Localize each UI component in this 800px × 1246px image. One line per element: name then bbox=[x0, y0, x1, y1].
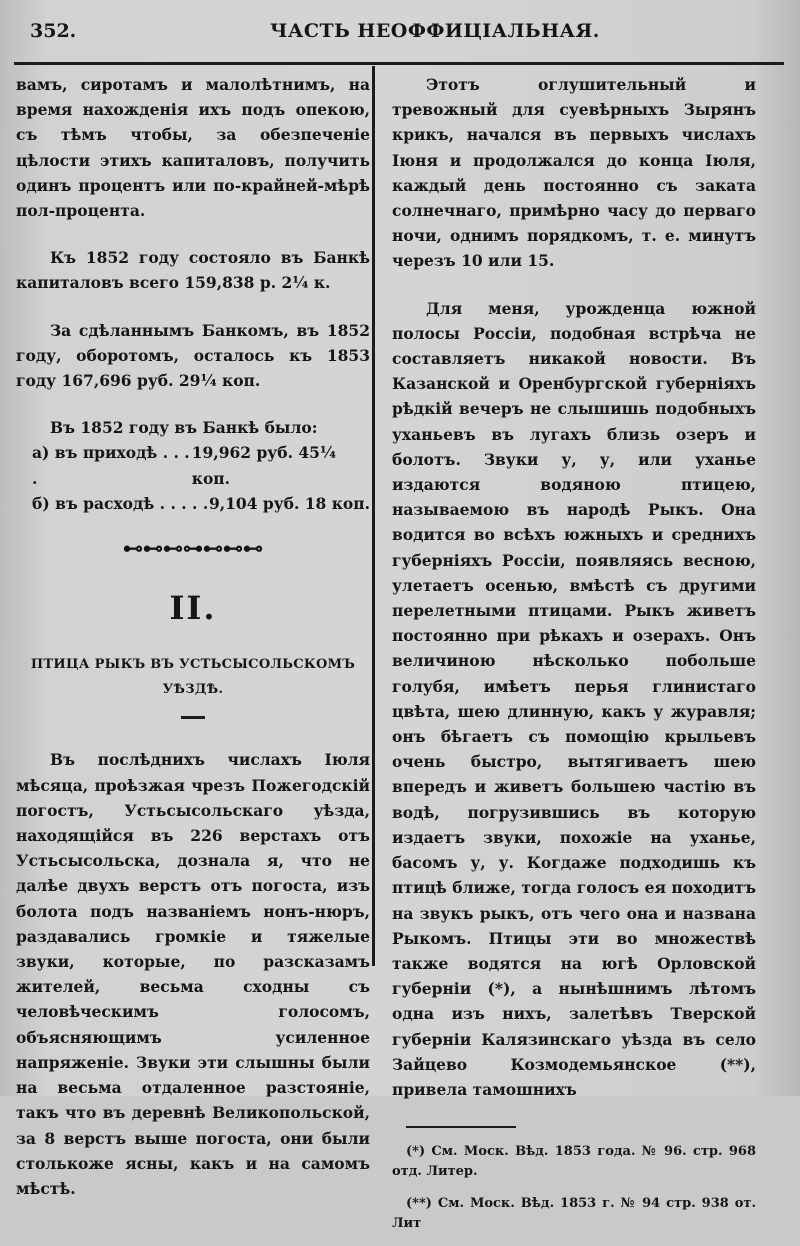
running-title: ЧАСТЬ НЕОФФИЦІАЛЬНАЯ. bbox=[270, 20, 600, 42]
page-header bbox=[0, 18, 800, 48]
paragraph-capital-1852: Къ 1852 году состояло въ Банкѣ капиталовъ всего 159,838 р. 2¼ к. bbox=[16, 248, 370, 293]
left-column bbox=[16, 72, 370, 1201]
title-dash bbox=[181, 716, 205, 719]
footnote-rule bbox=[406, 1126, 516, 1128]
expense-label: б) въ расходѣ . . . . . bbox=[32, 493, 209, 513]
header-rule bbox=[14, 62, 784, 65]
footnote-1: (*) См. Моск. Вѣд. 1853 года. № 96. стр. 968 отд. Литер. bbox=[392, 1144, 756, 1180]
paragraph-bank-balance-intro: Въ 1852 году въ Банкѣ было: bbox=[50, 418, 318, 438]
paragraph-ryk-intro: Въ послѣднихъ числахъ Іюля мѣсяца, проѣзжая чрезъ Пожегодскій погостъ, Устьсысольскаго уѣзда, находящійся въ 226 верстахъ отъ Устьсысольска, дознала я, что не далѣе двухъ верстъ отъ погоста, изъ болота подъ названіемъ нонъ-нюръ, раздавались громкіе и тяжелые звуки, которые, по разсказамъ жителей, весьма сходны съ человѣческимъ голосомъ, объясняющимъ усиленное напряженіе. Звуки эти слышны были на весьма отдаленное разстояніе, такъ что въ деревнѣ Великопольской, за 8 верстъ выше погоста, они были столькоже ясны, какъ и на самомъ мѣстѣ. bbox=[16, 750, 370, 1198]
paragraph-banks-continued: вамъ, сиротамъ и малолѣтнимъ, на время нахожденія ихъ подъ опекою, съ тѣмъ чтобы, за обезпеченіе цѣлости этихъ капиталовъ, получить одинъ процентъ или по-крайней-мѣрѣ пол-процента. bbox=[16, 75, 370, 221]
paragraph-bird-description: Для меня, урожденца южной полосы Россіи, подобная встрѣча не составляетъ никакой новости. Въ Казанской и Оренбургской губерніяхъ рѣдкій вечеръ не слышишь подобныхъ уханьевъ въ лугахъ близь озеръ и болотъ. Звуки у, у, или уханье издаются водяною птицею, называемою въ народѣ Рыкъ. Она водится во всѣхъ южныхъ и среднихъ губерніяхъ Россіи, появляясь весною, улетаетъ осенью, вмѣстѣ съ другими перелетными птицами. Рыкъ живетъ постоянно при рѣкахъ и озерахъ. Онъ величиною нѣсколько побольше голубя, имѣетъ перья глинистаго цвѣта, шею длинную, какъ у журавля; онъ бѣгаетъ съ помощію крыльевъ очень быстро, вытягиваетъ шею впередъ и живетъ большею частію въ водѣ, погрузившись въ которую издаетъ звуки, похожіе на уханье, басомъ у, у. Когдаже подходишь къ птицѣ ближе, тогда голосъ ея походитъ на звукъ рыкъ, отъ чего она и названа Рыкомъ. Птицы эти во множествѣ также водятся на югѣ Орловской губерніи (*), а нынѣшнимъ лѣтомъ одна изъ нихъ, залетѣвъ Тверской губерніи Калязинскаго уѣзда въ село Зайцево Козмодемьянское (**), привела тамошнихъ bbox=[392, 298, 756, 1099]
income-entry bbox=[16, 440, 370, 490]
footnote-2: (**) См. Моск. Вѣд. 1853 г. № 94 стр. 938 от. Лит bbox=[392, 1196, 756, 1232]
income-value: 19,962 руб. 45¼ коп. bbox=[191, 443, 337, 488]
section-title: ПТИЦА РЫКЪ ВЪ УСТЬСЫСОЛЬСКОМЪ УѢЗДѢ. bbox=[30, 657, 356, 698]
page-number: 352. bbox=[30, 20, 77, 42]
paragraph-cry-description: Этотъ оглушительный и тревожный для суевѣрныхъ Зырянъ крикъ, начался въ первыхъ числахъ Іюня и продолжался до конца Іюля, каждый день постоянно съ заката солнечнаго, примѣрно часу до перваго ночи, однимъ порядкомъ, т. е. минутъ черезъ 10 или 15. bbox=[392, 75, 756, 271]
expense-entry bbox=[16, 491, 370, 516]
column-divider bbox=[372, 66, 375, 966]
expense-value: 9,104 руб. 18 коп. bbox=[208, 493, 370, 513]
income-label: а) въ приходѣ . . . . bbox=[32, 443, 190, 488]
section-ornament: ⊷⊷⊷⊶⊷⊷⊷ bbox=[123, 536, 263, 561]
right-column bbox=[392, 72, 756, 1246]
paragraph-turnover: За сдѣланнымъ Банкомъ, въ 1852 году, оборотомъ, осталось къ 1853 году 167,696 руб. 29¼ коп. bbox=[16, 320, 370, 391]
section-number: II. bbox=[169, 589, 217, 628]
